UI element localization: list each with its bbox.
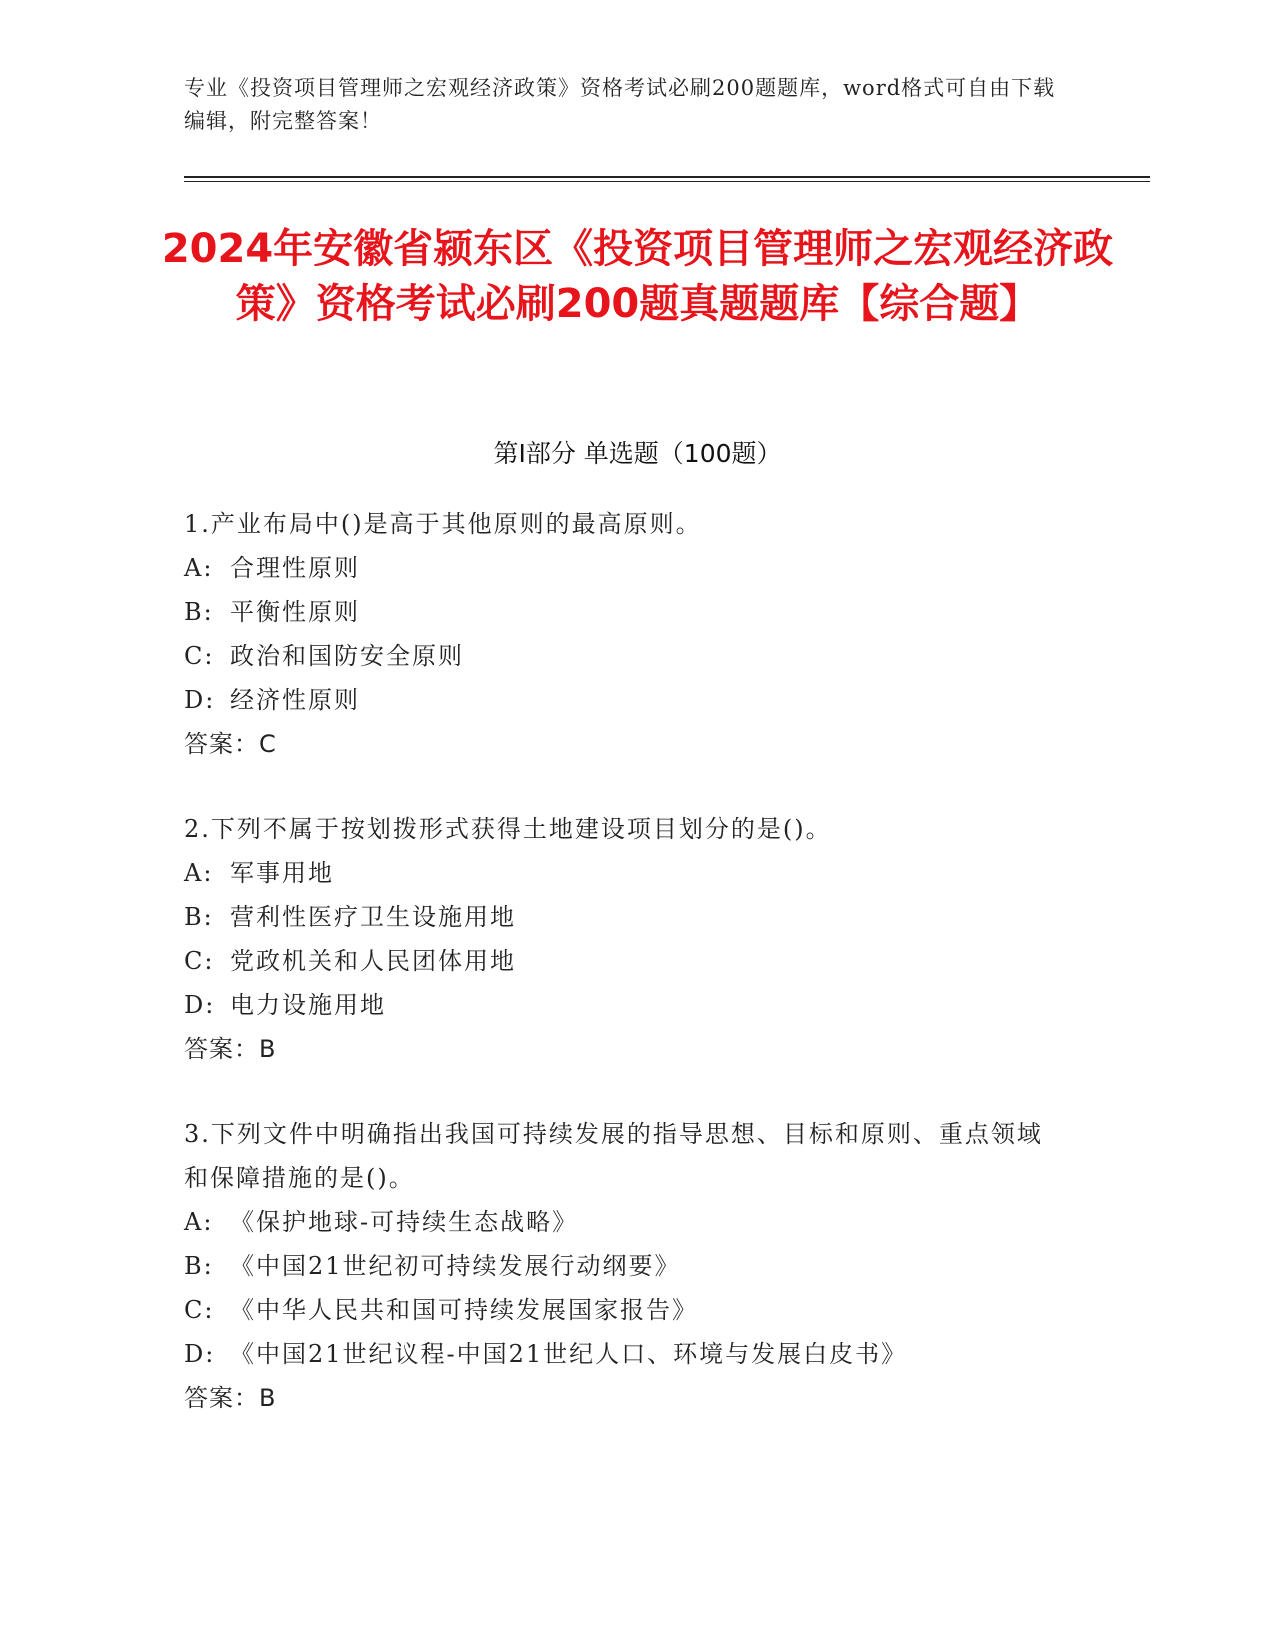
option-c bbox=[184, 1288, 1064, 1332]
option-text: 平衡性原则 bbox=[230, 598, 360, 626]
option-text: 经济性原则 bbox=[230, 686, 360, 714]
option-text: 合理性原则 bbox=[230, 554, 360, 582]
answer: 答案：C bbox=[184, 730, 277, 758]
option-text: 《中国21世纪议程-中国21世纪人口、环境与发展白皮书》 bbox=[230, 1340, 908, 1368]
option-text: 《中国21世纪初可持续发展行动纲要》 bbox=[230, 1252, 681, 1280]
option-b bbox=[184, 1244, 1064, 1288]
option-a bbox=[184, 546, 1064, 590]
question-3 bbox=[184, 1112, 1064, 1420]
option-text: 军事用地 bbox=[230, 859, 334, 887]
option-text: 电力设施用地 bbox=[230, 991, 386, 1019]
option-text: 政治和国防安全原则 bbox=[230, 642, 464, 670]
option-key: B: bbox=[184, 903, 214, 931]
option-text: 营利性医疗卫生设施用地 bbox=[230, 903, 516, 931]
header-divider-thick bbox=[184, 176, 1150, 178]
option-key: B: bbox=[184, 598, 214, 626]
question-1 bbox=[184, 502, 1064, 766]
option-key: C: bbox=[184, 1296, 215, 1324]
option-key: D: bbox=[184, 1340, 216, 1368]
option-key: C: bbox=[184, 947, 215, 975]
option-a bbox=[184, 1200, 1064, 1244]
question-stem: 1.产业布局中()是高于其他原则的最高原则。 bbox=[184, 510, 702, 538]
answer: 答案：B bbox=[184, 1384, 277, 1412]
option-key: A: bbox=[184, 1208, 214, 1236]
option-b bbox=[184, 895, 1064, 939]
option-b bbox=[184, 590, 1064, 634]
header-divider-thin bbox=[184, 181, 1150, 182]
option-text: 《保护地球-可持续生态战略》 bbox=[230, 1208, 579, 1236]
answer: 答案：B bbox=[184, 1035, 277, 1063]
option-key: B: bbox=[184, 1252, 214, 1280]
option-c bbox=[184, 939, 1064, 983]
question-2 bbox=[184, 807, 1064, 1071]
option-d bbox=[184, 983, 1064, 1027]
document-title: 2024年安徽省颍东区《投资项目管理师之宏观经济政策》资格考试必刷200题真题题库【综合题】 bbox=[161, 226, 1114, 327]
option-key: C: bbox=[184, 642, 215, 670]
option-c bbox=[184, 634, 1064, 678]
option-d bbox=[184, 1332, 1064, 1376]
option-key: A: bbox=[184, 554, 214, 582]
option-text: 《中华人民共和国可持续发展国家报告》 bbox=[230, 1296, 698, 1324]
section-title: 第I部分 单选题（100题） bbox=[493, 439, 782, 468]
option-key: D: bbox=[184, 991, 216, 1019]
option-key: A: bbox=[184, 859, 214, 887]
header-note: 专业《投资项目管理师之宏观经济政策》资格考试必刷200题题库，word格式可自由下载编辑，附完整答案！ bbox=[184, 76, 1056, 133]
question-stem: 3.下列文件中明确指出我国可持续发展的指导思想、目标和原则、重点领域和保障措施的是()。 bbox=[184, 1120, 1043, 1192]
question-stem: 2.下列不属于按划拨形式获得土地建设项目划分的是()。 bbox=[184, 815, 832, 843]
option-a bbox=[184, 851, 1064, 895]
option-key: D: bbox=[184, 686, 216, 714]
option-d bbox=[184, 678, 1064, 722]
option-text: 党政机关和人民团体用地 bbox=[230, 947, 516, 975]
